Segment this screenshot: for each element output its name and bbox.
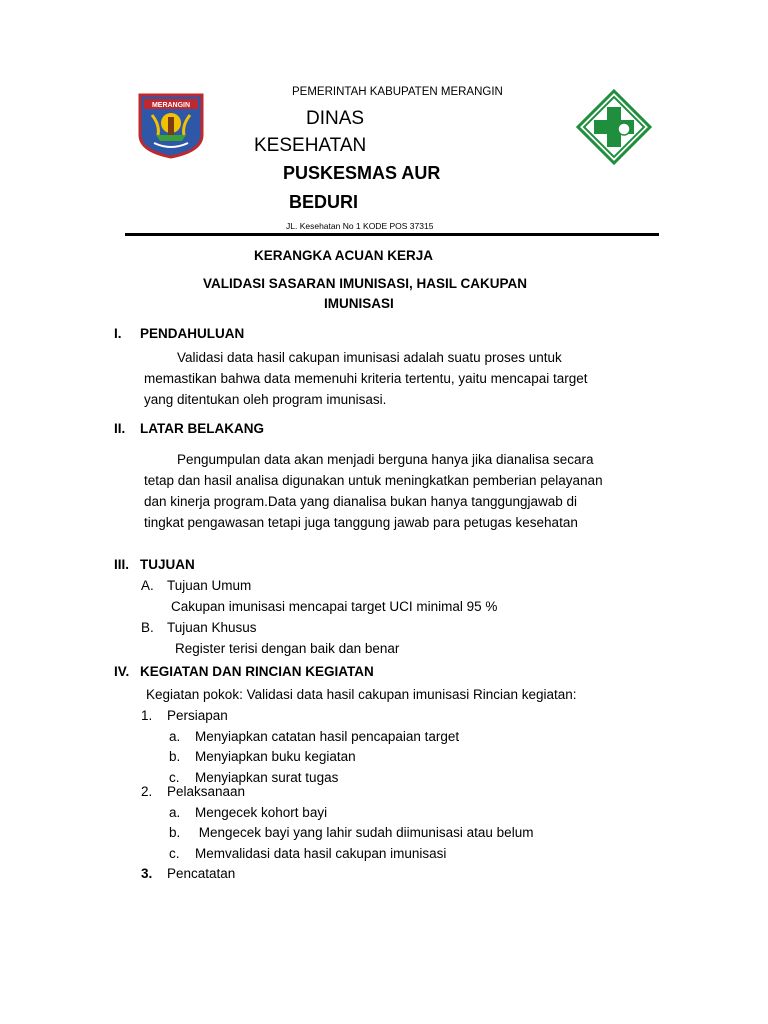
section-3-number: III.: [114, 557, 130, 572]
kegiatan-2-number: 2.: [141, 784, 153, 799]
paragraph-line: tingkat pengawasan tetapi juga tanggung jawab para petugas kesehatan: [144, 515, 578, 530]
doc-subtitle-line-2: IMUNISASI: [324, 296, 394, 311]
section-1-paragraph: [144, 347, 656, 410]
paragraph-line: yang ditentukan oleh program imunisasi.: [144, 392, 387, 407]
gov-name: PEMERINTAH KABUPATEN MERANGIN: [292, 86, 503, 98]
tujuan-b-title: Tujuan Khusus: [167, 620, 257, 635]
kegiatan-2c-text: Memvalidasi data hasil cakupan imunisasi: [195, 846, 447, 861]
kegiatan-intro: Kegiatan pokok: Validasi data hasil cakupan imunisasi Rincian kegiatan:: [146, 687, 577, 702]
section-2-number: II.: [114, 421, 126, 436]
paragraph-line: tetap dan hasil analisa digunakan untuk meningkatkan pemberian pelayanan: [144, 473, 603, 488]
kegiatan-3-number: 3.: [141, 866, 153, 881]
section-3-title: TUJUAN: [140, 557, 195, 572]
kegiatan-1a-label: a.: [169, 729, 181, 744]
kegiatan-2b-label: b.: [169, 825, 181, 840]
puskesmas-name: PUSKESMAS AUR: [283, 163, 441, 183]
tujuan-a-label: A.: [141, 578, 154, 593]
paragraph-line: dan kinerja program.Data yang dianalisa bukan hanya tanggungjawab di: [144, 494, 578, 509]
paragraph-line: Validasi data hasil cakupan imunisasi adalah suatu proses untuk: [177, 350, 562, 365]
kegiatan-2a-text: Mengecek kohort bayi: [195, 805, 328, 820]
section-4-title: KEGIATAN DAN RINCIAN KEGIATAN: [140, 664, 374, 679]
section-2-title: LATAR BELAKANG: [140, 421, 264, 436]
section-1-title: PENDAHULUAN: [140, 326, 245, 341]
address: JL. Kesehatan No 1 KODE POS 37315: [286, 221, 434, 231]
logo-puskesmas: [576, 89, 652, 165]
kegiatan-1-number: 1.: [141, 708, 153, 723]
kegiatan-1-title: Persiapan: [167, 708, 228, 723]
kegiatan-1c-text: Menyiapkan surat tugas: [195, 770, 339, 785]
kegiatan-2c-label: c.: [169, 846, 180, 861]
puskesmas-location: BEDURI: [289, 192, 359, 212]
doc-title: KERANGKA ACUAN KERJA: [254, 248, 434, 263]
section-1-number: I.: [114, 326, 122, 341]
dinas-label: DINAS: [306, 108, 365, 129]
header-rule: [125, 233, 659, 236]
kegiatan-1c-label: c.: [169, 770, 180, 785]
kegiatan-1b-label: b.: [169, 749, 181, 764]
kesehatan-label: KESEHATAN: [254, 135, 367, 156]
logo-merangin: [134, 91, 208, 159]
paragraph-line: memastikan bahwa data memenuhi kriteria tertentu, yaitu mencapai target: [144, 371, 588, 386]
tujuan-a-text: Cakupan imunisasi mencapai target UCI minimal 95 %: [171, 599, 498, 614]
kegiatan-2b-text: Mengecek bayi yang lahir sudah diimunisasi atau belum: [195, 825, 534, 840]
tujuan-a-title: Tujuan Umum: [167, 578, 252, 593]
kegiatan-3-title: Pencatatan: [167, 866, 236, 881]
logo-left-text: MERANGIN: [151, 102, 191, 109]
kegiatan-2-title: Pelaksanaan: [167, 784, 246, 799]
tujuan-b-text: Register terisi dengan baik dan benar: [175, 641, 400, 656]
kegiatan-1a-text: Menyiapkan catatan hasil pencapaian target: [195, 729, 460, 744]
section-4-number: IV.: [114, 664, 130, 679]
doc-subtitle-line-1: VALIDASI SASARAN IMUNISASI, HASIL CAKUPAN: [203, 276, 528, 291]
kegiatan-2a-label: a.: [169, 805, 181, 820]
section-2-paragraph: [144, 449, 656, 533]
kegiatan-1b-text: Menyiapkan buku kegiatan: [195, 749, 356, 764]
paragraph-line: Pengumpulan data akan menjadi berguna hanya jika dianalisa secara: [177, 452, 594, 467]
tujuan-b-label: B.: [141, 620, 154, 635]
